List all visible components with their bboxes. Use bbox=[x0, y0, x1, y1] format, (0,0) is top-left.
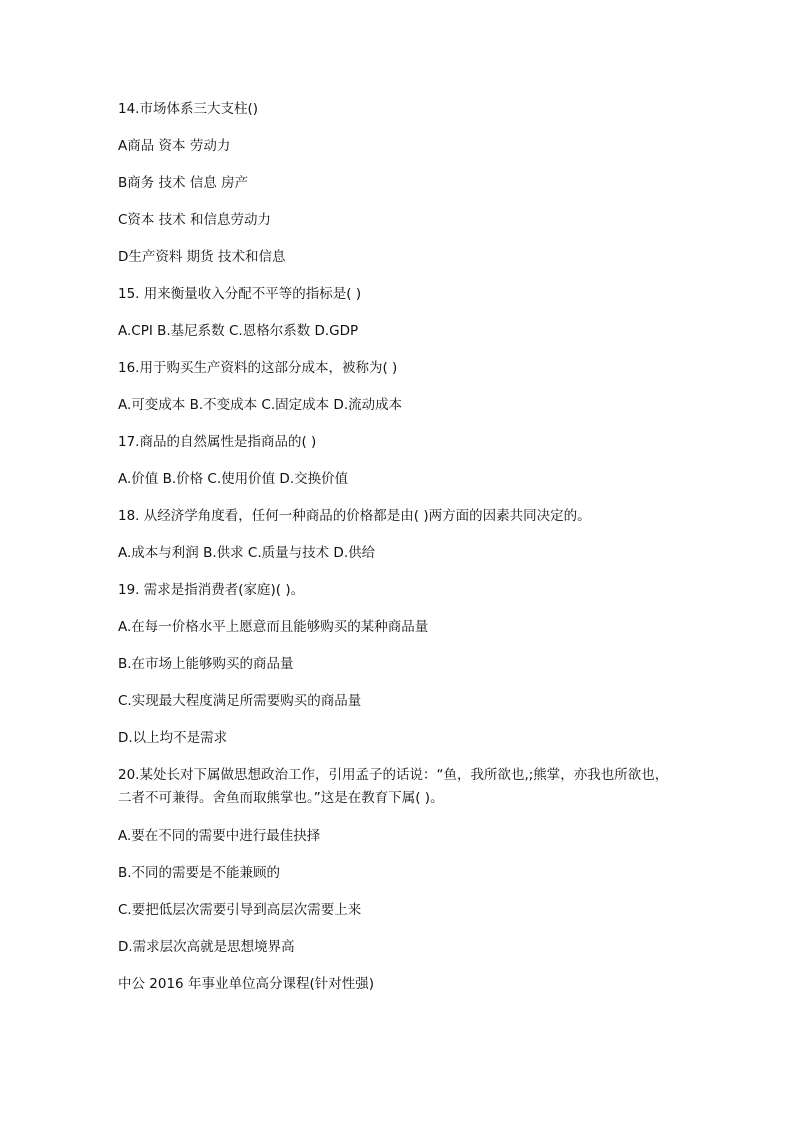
question-stem: 18. 从经济学角度看，任何一种商品的价格都是由( )两方面的因素共同决定的。 bbox=[118, 508, 591, 524]
answer-option: A商品 资本 劳动力 bbox=[118, 138, 231, 154]
answer-option: C资本 技术 和信息劳动力 bbox=[118, 212, 272, 228]
question-stem: 14.市场体系三大支柱() bbox=[118, 101, 259, 117]
answer-option: B商务 技术 信息 房产 bbox=[118, 175, 249, 191]
answer-option: A.价值 B.价格 C.使用价值 D.交换价值 bbox=[118, 471, 349, 487]
answer-option: C.要把低层次需要引导到高层次需要上来 bbox=[118, 902, 362, 918]
answer-option: A.在每一价格水平上愿意而且能够购买的某种商品量 bbox=[118, 619, 429, 635]
course-footer: 中公 2016 年事业单位高分课程(针对性强) bbox=[118, 976, 374, 992]
answer-option: A.可变成本 B.不变成本 C.固定成本 D.流动成本 bbox=[118, 397, 403, 413]
answer-option: B.不同的需要是不能兼顾的 bbox=[118, 865, 281, 881]
answer-option: B.在市场上能够购买的商品量 bbox=[118, 656, 294, 672]
answer-option: D生产资料 期货 技术和信息 bbox=[118, 249, 286, 265]
answer-option: D.需求层次高就是思想境界高 bbox=[118, 939, 295, 955]
question-stem: 15. 用来衡量收入分配不平等的指标是( ) bbox=[118, 286, 362, 302]
question-stem: 19. 需求是指消费者(家庭)( )。 bbox=[118, 582, 305, 598]
question-stem: 17.商品的自然属性是指商品的( ) bbox=[118, 434, 317, 450]
answer-option: A.要在不同的需要中进行最佳抉择 bbox=[118, 828, 321, 844]
answer-option: A.成本与利润 B.供求 C.质量与技术 D.供给 bbox=[118, 545, 376, 561]
document-body bbox=[118, 98, 678, 1010]
question-stem: 16.用于购买生产资料的这部分成本，被称为( ) bbox=[118, 360, 398, 376]
answer-option: C.实现最大程度满足所需要购买的商品量 bbox=[118, 693, 362, 709]
answer-option: A.CPI B.基尼系数 C.恩格尔系数 D.GDP bbox=[118, 323, 359, 339]
question-stem: 20.某处长对下属做思想政治工作，引用孟子的话说：“鱼，我所欲也,;熊掌，亦我也所欲也，二者不可兼得。舍鱼而取熊掌也。”这是在教育下属( )。 bbox=[118, 767, 669, 806]
answer-option: D.以上均不是需求 bbox=[118, 730, 228, 746]
